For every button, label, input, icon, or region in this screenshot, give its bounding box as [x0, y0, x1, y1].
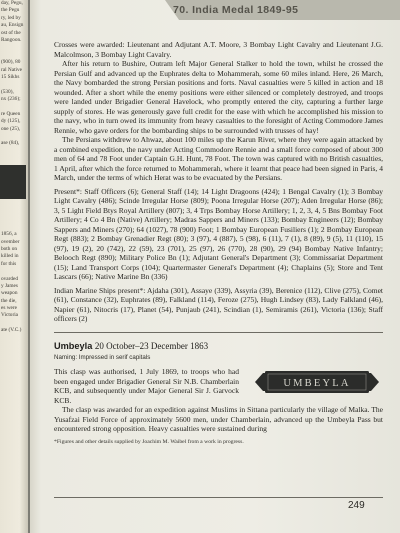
body-paragraph: The Persians withdrew to Ahwaz, about 100 miles up the Karun River, where they were again attacked by a combined expedition, the navy under Acting Commodore Rennie and a small force composed of about 300 men of 64 and 78 Foot under Captain G.H. Hunt, 78 Foot. The town was captured with no British casualties, 1 April, after which the force returned to Mohammerah, where it learnt that peace had been signed in Paris, 4 March, under the terms of which Herat was to be evacuated by the Persians.	[54, 135, 383, 182]
previous-page-text-fragment: day, Pegu,	[1, 0, 23, 6]
section-title: Umbeyla	[54, 340, 93, 351]
running-head-title: 70. India Medal 1849-95	[173, 4, 299, 16]
previous-page-text-fragment: dy (125),	[1, 118, 21, 125]
section-heading	[54, 341, 383, 352]
page-number: 249	[348, 500, 365, 511]
running-head	[30, 0, 400, 20]
previous-page-text-fragment: ovember	[1, 238, 20, 245]
previous-page-text-fragment	[0, 202, 28, 209]
previous-page-text-fragment: ost of the	[1, 29, 21, 36]
previous-page-text-fragment: Rangoon.	[1, 36, 22, 43]
previous-page-edge	[0, 0, 28, 533]
previous-page-text-fragment: one (25),	[1, 125, 21, 132]
footnote: *Figures and other details supplied by Joachim M. Waibel from a work in progress.	[54, 438, 244, 445]
previous-page-text-fragment	[0, 148, 28, 155]
section-dates: 20 October–23 December 1863	[94, 340, 209, 351]
previous-page-text-fragment: ovarded	[1, 275, 19, 282]
page-content	[54, 40, 383, 446]
ships-present-list: Indian Marine Ships present*: Ajdaha (301), Assaye (339), Assyria (39), Berenice (112), Clive (275), Comet (61), Constance (32), Euphrates (89), Falkland (114), Feroze (275), Hugh Lindsey (83), Lady Falkland (46), Napier (61), Nitocris (17), Planet (54), Punjaub (241), Scindian (1), Semiramis (261), Victoria (136); Staff officers (2)	[54, 285, 383, 323]
previous-page-text-fragment	[0, 103, 28, 110]
previous-page-text-fragment	[0, 44, 28, 51]
previous-page-text-fragment: (900), 80	[1, 59, 21, 66]
clasp-right-finial	[369, 373, 379, 391]
previous-page-text-fragment	[0, 224, 28, 231]
umbeyla-clasp-illustration	[253, 367, 381, 397]
naming-note: Naming: Impressed in serif capitals	[54, 353, 151, 361]
section-description-block	[54, 367, 383, 405]
previous-page-text-fragment: ate (V.C.)	[1, 327, 22, 334]
body-paragraph: After his return to Bushire, Outram left Major General Stalker to hold the town, whilst he crossed the Persian Gulf and advanced up the Euphrates delta to Mohammerah, some 60 miles inland. Here, 26 March, the Navy bombarded the strong Persian positions and forts. Naval casualties were 5 killed in action and 18 wounded. After a short while the enemy positions were either silenced or completely destroyed, and troops were landed under Brigadier General Havelock, who promptly entered the city, capturing a further large supply of stores. He was generously gave full credit for the ease with which he accomplished his mission to the navy, who in turn owed its immunity from heavy casualties to the foresight of Acting Commodore James Rennie, who gave orders for the bombarding ships to be surrounded with trusses of hay!	[54, 59, 383, 135]
previous-page-text-fragment: Victoria	[1, 312, 19, 319]
clasp-left-finial	[255, 373, 265, 391]
previous-page-text-fragment: ral Native	[1, 66, 23, 73]
previous-page-text-fragment: es were	[1, 305, 18, 312]
previous-page-text-fragment: au, Ensign	[1, 22, 24, 29]
previous-page-text-fragment: the die,	[1, 297, 17, 304]
previous-page-text-fragment: ry, led by	[1, 14, 21, 21]
previous-page-text-fragment: 15 Sikhs	[1, 73, 20, 80]
previous-page-text-fragment: 1856, a	[1, 231, 17, 238]
previous-page-text-fragment	[0, 209, 28, 216]
present-units-list: Present*: Staff Officers (6); General Staff (14); 14 Light Dragoons (424); 1 Bengal Cavalry (1); 3 Bombay Light Cavalry (486); Scinde Irregular Horse (809); Poona Irregular Horse (207); Aden Irregular Horse (86); 3, 5 Light Field Btys Royal Artillery (807); 3, 4 Trps Bombay Horse Artillery; 1, 2, 3, 4, 5 Bns Bombay Foot Artillery; 4 Co 4 Bn (Native) Artillery; Madras Sappers and Miners (133); Bombay Engineers (12); Bombay Sappers and Miners (270); 64 (1027), 78 (900) Foot; 1 Bombay European Fusiliers (1); 2 Bombay European Regt (883); 2 Bombay Grenadier Regt (80); 3 (97), 4 (887), 5 (98), 6 (11), 7 (1), 8 (89), 9 (5), 11 (110), 15 (97), 19 (2), 20 (742), 22 (59), 23 (701), 25 (97), 26 (770), 28 (90), 29 (94) Bombay Native Infantry; Belooch Regt (890); Military Police Bn (1); Adjutant General's Department (3); Commissariat Department (15); Land Transport Corps (104); Quartermaster General's Department (4); Chaplains (5); Store and Tent Lascars (66); Native Marine Bn (336)	[54, 186, 383, 281]
previous-page-text-fragment: (530),	[1, 88, 14, 95]
previous-page-text-fragment: both on	[1, 245, 18, 252]
section-divider	[54, 332, 383, 333]
section-continuation: The clasp was awarded for an expedition against Muslims in Sittana particularly the village of Malka. The Yusafzai Field Force of approximately 5600 men, under Chamberlain, advanced up the Umbeyla Pass but encountered strong opposition. Heavy casualties were sustained during	[54, 405, 383, 433]
previous-page-text-fragment: re Queen	[1, 110, 21, 117]
previous-page-text-fragment: y James	[1, 282, 18, 289]
previous-page-text-fragment: nx (236);	[1, 96, 21, 103]
previous-page-text-fragment	[0, 268, 28, 275]
intro-text: Crosses were awarded: Lieutenant and Adjutant A.T. Moore, 3 Bombay Light Cavalry and Lieutenant J.G. Malcolmson, 3 Bombay Light Cavalry.	[54, 40, 383, 59]
section-description: This clasp was authorised, 1 July 1869, to troops who had been engaged under Brigadier General Sir N.B. Chamberlain KCB, and subsequently under Major General Sir J. Garvock KCB.	[54, 367, 239, 405]
previous-page-illustration	[0, 165, 26, 199]
previous-page-text-fragment: for this	[1, 260, 17, 267]
previous-page-text-fragment: ase (84),	[1, 140, 20, 147]
previous-page-text-fragment	[0, 216, 28, 223]
clasp-label: UMBEYLA	[283, 377, 351, 389]
previous-page-text-fragment	[0, 155, 28, 162]
book-page	[30, 0, 400, 533]
footer-rule	[54, 497, 383, 498]
previous-page-text-fragment: weapon	[1, 290, 18, 297]
previous-page-text-fragment: killed in	[1, 253, 19, 260]
previous-page-text-fragment	[0, 81, 28, 88]
previous-page-text-fragment: the Pegu	[1, 7, 20, 14]
